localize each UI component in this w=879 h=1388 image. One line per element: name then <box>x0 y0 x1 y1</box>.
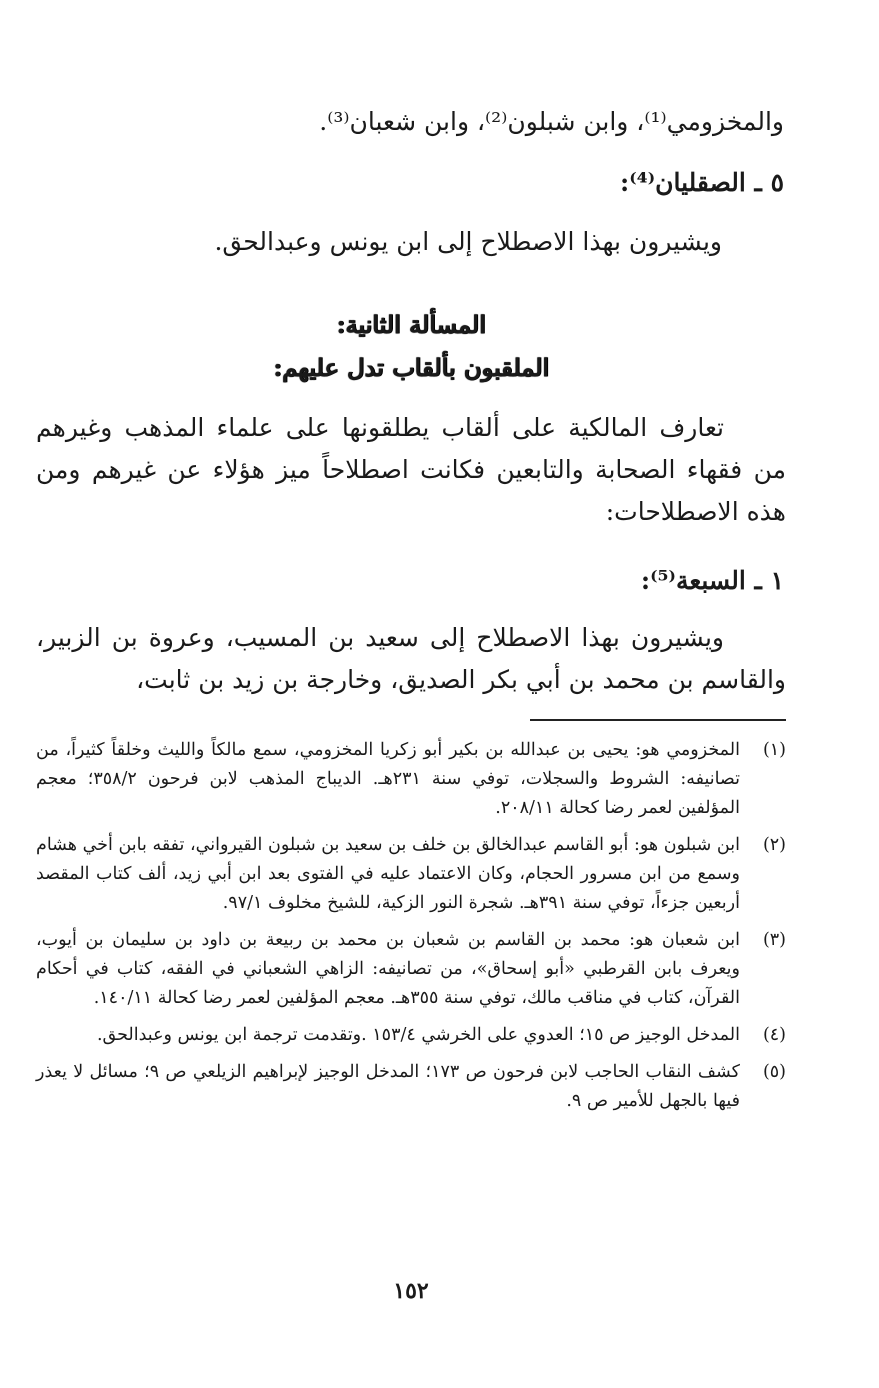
sicily-heading: ٥ ـ الصقليان⁽⁴⁾: <box>620 168 784 197</box>
continuation-line: والمخزومي⁽¹⁾، وابن شبلون⁽²⁾، وابن شعبان⁽³⁾. <box>319 107 784 136</box>
footnote-number: (٤) <box>762 1025 786 1045</box>
page-number: ١٥٢ <box>393 1278 429 1304</box>
footnote-text: كشف النقاب الحاجب لابن فرحون ص ١٧٣؛ المدخل الوجيز لإبراهيم الزيلعي ص ٩؛ مسائل لا يعذر فيها بالجهل للأمير ص ٩. <box>36 1062 740 1111</box>
footnote-text: المدخل الوجيز ص ١٥؛ العدوي على الخرشي ١٥٣/٤ .وتقدمت ترجمة ابن يونس وعبدالحق. <box>96 1025 740 1045</box>
seven-paragraph: ويشيرون بهذا الاصطلاح إلى سعيد بن المسيب، وعروة بن الزبير، والقاسم بن محمد بن أبي بكر الصديق، وخارجة بن زيد بن ثابت، <box>36 623 786 694</box>
footnote-number: (١) <box>762 740 786 760</box>
footnote-item <box>36 736 786 823</box>
footnote-item <box>36 831 786 918</box>
footnote-text: ابن شبلون هو: أبو القاسم عبدالخالق بن خلف بن سعيد بن شبلون القيرواني، تفقه بابن أخي هشام وسمع من ابن مسرور الحجام، وكان الاعتماد عليه في الفتوى بعد ابن أبي زيد، ألف كتاب المقصد أربعين جزءاً، توفي سنة ٣٩١هـ. شجرة النور الزكية، للشيخ مخلوف ٩٧/١. <box>36 835 740 913</box>
section-title: المسألة الثانية: <box>336 310 486 339</box>
section-subtitle: الملقبون بألقاب تدل عليهم: <box>273 353 549 382</box>
footnote-number: (٣) <box>762 930 786 950</box>
footnote-divider <box>530 719 786 721</box>
footnote-text: ابن شعبان هو: محمد بن القاسم بن شعبان بن محمد بن ربيعة بن داود بن سليمان بن أيوب، ويعرف بابن القرطبي «أبو إسحاق»، من تصانيفه: الزاهي الشعباني في الفقه، كتاب في أحكام القرآن، كتاب في مناقب مالك، توفي سنة ٣٥٥هـ. معجم المؤلفين لعمر رضا كحالة ١٤٠/١١. <box>36 930 740 1008</box>
footnotes <box>36 736 786 1124</box>
footnote-number: (٢) <box>762 835 786 855</box>
footnote-item <box>36 1058 786 1116</box>
seven-heading: ١ ـ السبعة⁽⁵⁾: <box>640 566 784 595</box>
footnote-item <box>36 926 786 1013</box>
footnote-text: المخزومي هو: يحيى بن عبدالله بن بكير أبو زكريا المخزومي، سمع مالكاً والليث وخلقاً كثيراً، من تصانيفه: الشروط والسجلات، توفي سنة ٢٣١هـ. الديباج المذهب لابن فرحون ٣٥٨/٢؛ معجم المؤلفين لعمر رضا كحالة ٢٠٨/١١. <box>36 740 740 818</box>
footnote-item <box>36 1021 786 1050</box>
footnote-number: (٥) <box>762 1062 786 1082</box>
intro-paragraph: تعارف المالكية على ألقاب يطلقونها على علماء المذهب وغيرهم من فقهاء الصحابة والتابعين فكانت اصطلاحاً ميز هؤلاء عن غيرهم ومن هذه الاصطلاحات: <box>36 413 786 526</box>
book-page <box>36 0 786 1388</box>
sicily-paragraph: ويشيرون بهذا الاصطلاح إلى ابن يونس وعبدالحق. <box>214 227 722 256</box>
